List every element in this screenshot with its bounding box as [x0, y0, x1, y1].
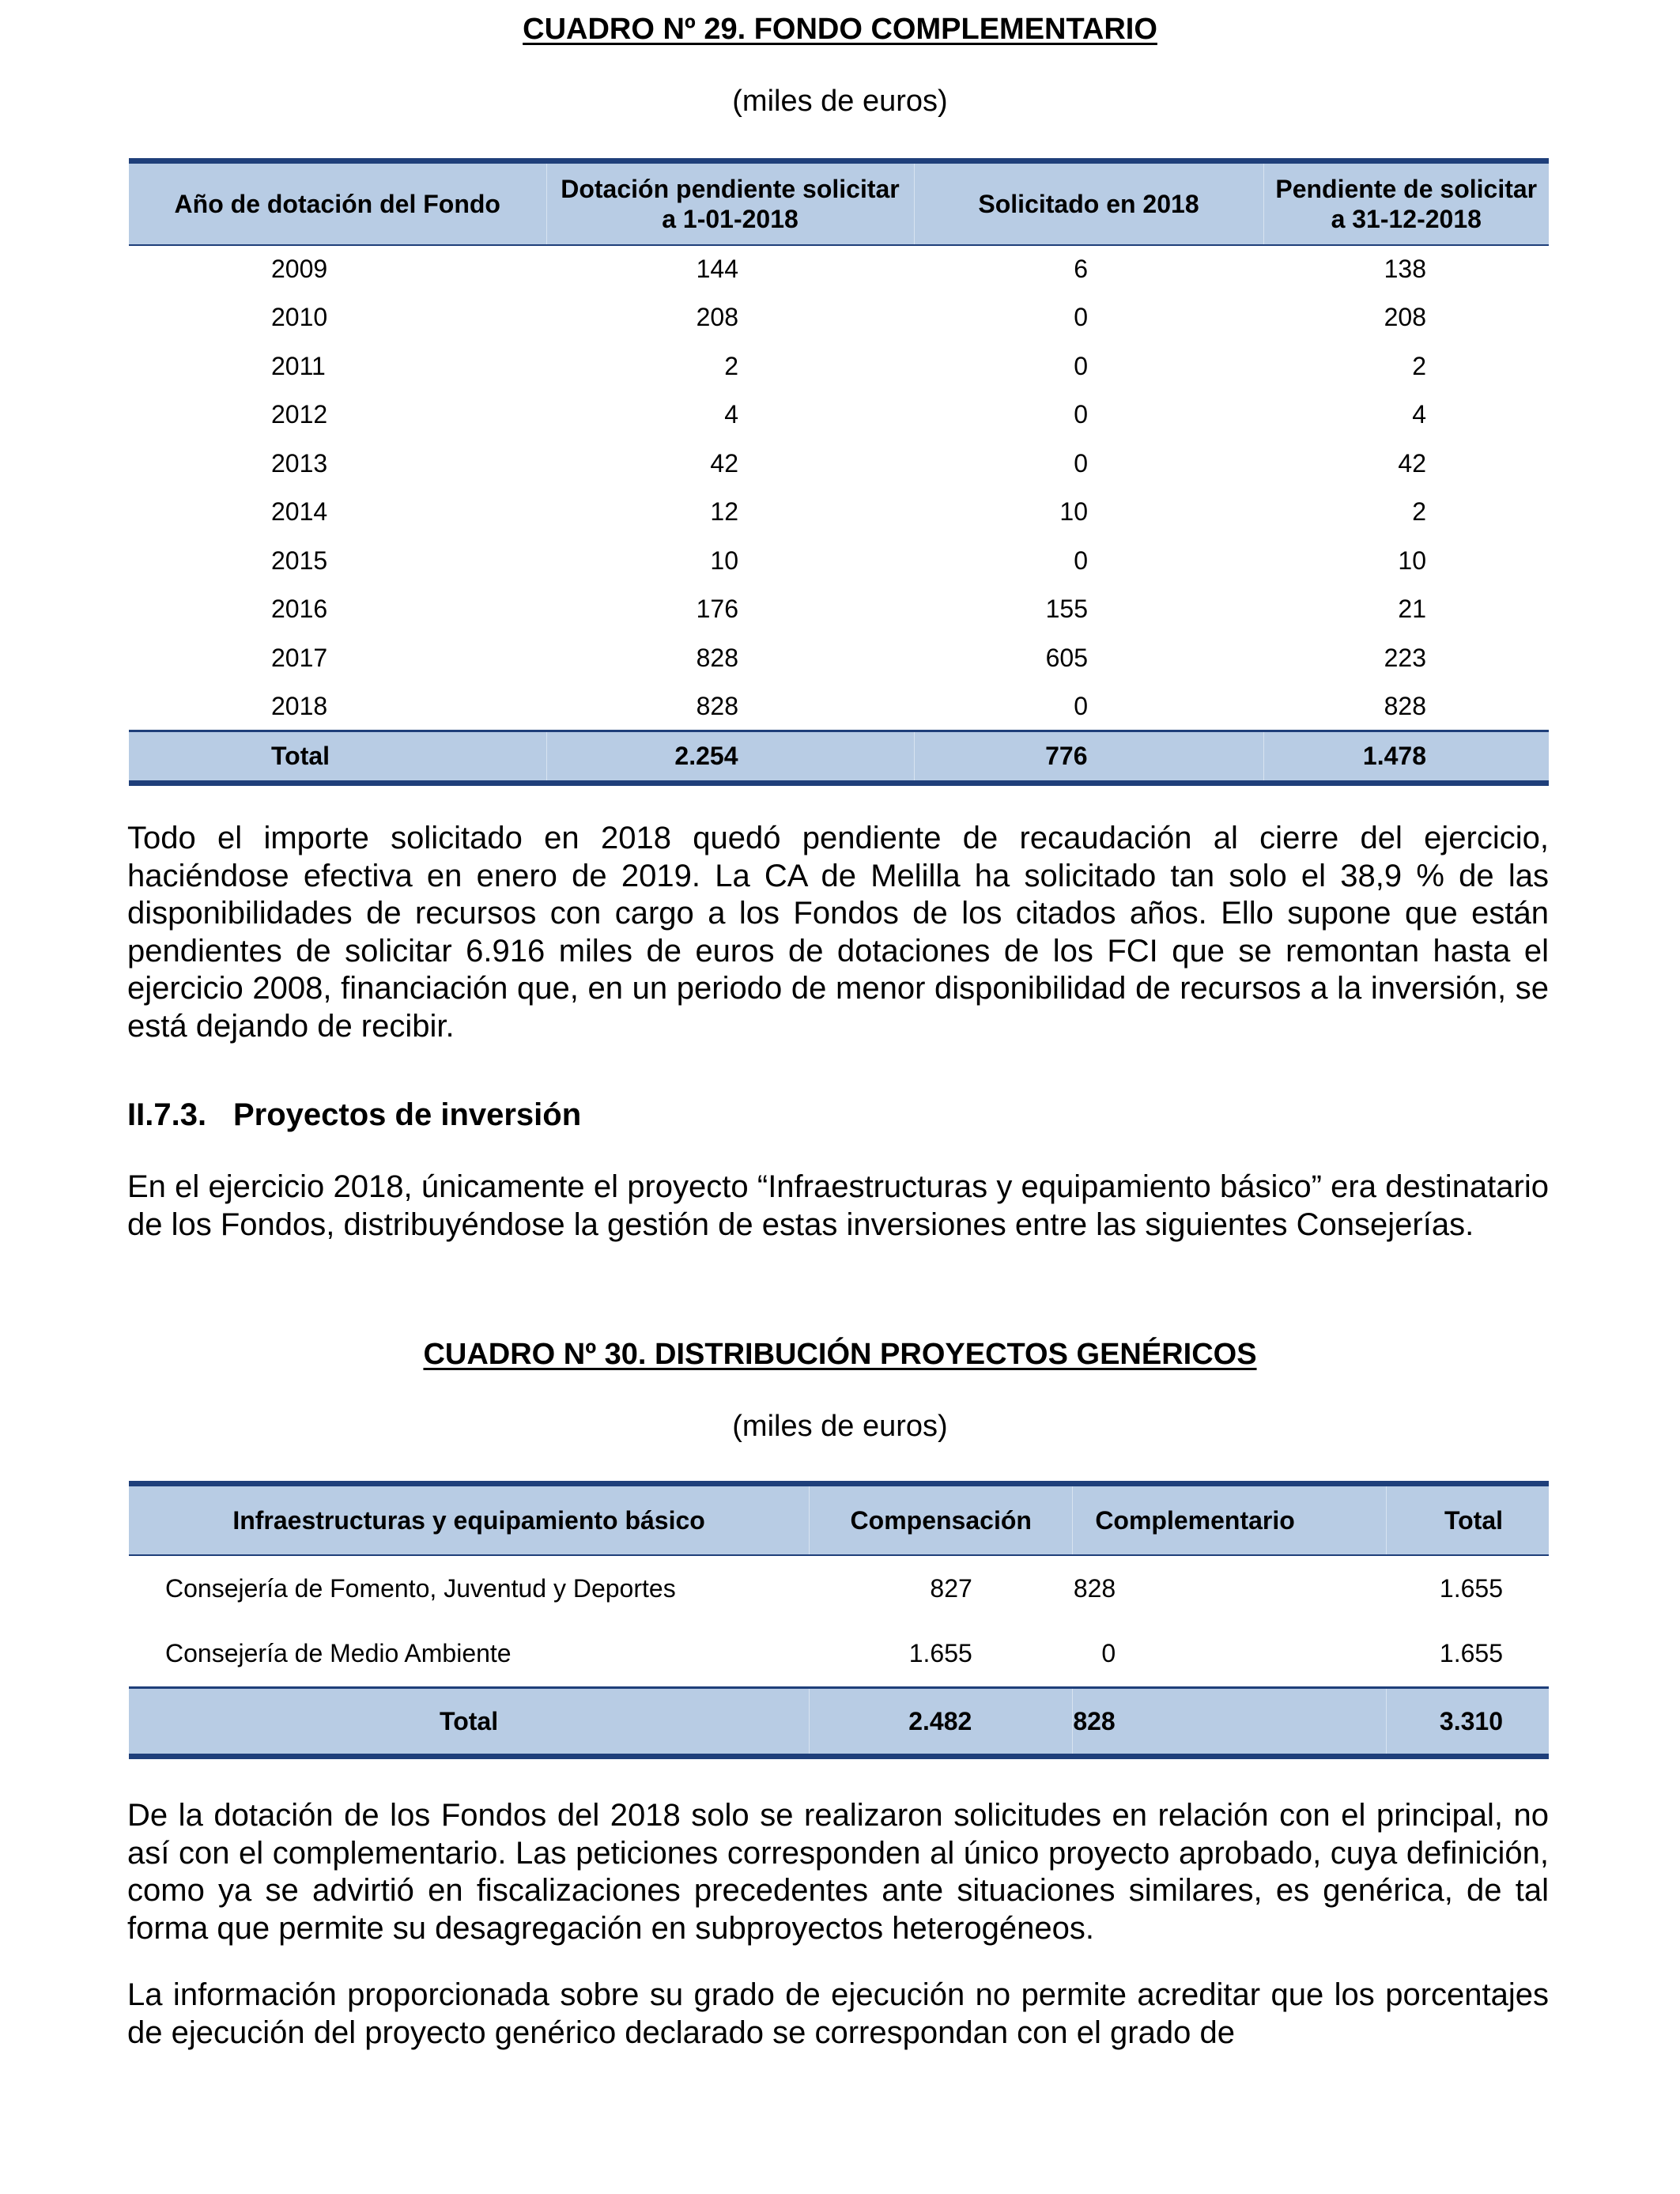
value-cell: 208	[1384, 303, 1426, 332]
value-cell: 2	[1412, 351, 1426, 380]
value-cell: 0	[1074, 691, 1088, 720]
cuadro-29-units: (miles de euros)	[732, 85, 948, 118]
year-cell: 2015	[271, 546, 328, 575]
total-label: Total	[129, 731, 546, 784]
value-cell: 0	[1074, 400, 1088, 429]
value-cell: 828	[1384, 691, 1426, 720]
paragraph-1: Todo el importe solicitado en 2018 quedó pendiente de recaudación al cierre del ejercicio, haciéndose efectiva en enero de 2019. La CA de Melilla ha solicitado tan solo el 38,9 % de las disponibilidades de recursos con cargo a los Fondos de los citados años. Ello supone que están pendientes de solicitar 6.916 miles de euros de dotaciones de los FCI que se remontan hasta el ejercicio 2008, financiación que, en un periodo de menor disponibilidad de recursos a la inversión, se está dejando de recibir.	[127, 821, 1549, 1044]
total-label: Total	[129, 1688, 810, 1757]
value-cell: 827	[930, 1573, 972, 1603]
value-cell: 144	[696, 255, 738, 284]
total-value: 2.254	[546, 731, 914, 784]
total-value: 1.478	[1263, 731, 1549, 784]
value-cell: 828	[696, 691, 738, 720]
year-cell: 2012	[271, 400, 328, 429]
value-cell: 223	[1384, 643, 1426, 672]
value-cell: 42	[1398, 448, 1426, 478]
value-cell: 138	[1384, 255, 1426, 284]
total-row	[129, 1688, 1549, 1757]
value-cell: 208	[696, 303, 738, 332]
value-cell: 42	[710, 448, 738, 478]
column-header: Año de dotación del Fondo	[129, 161, 546, 245]
table-row	[129, 391, 1549, 440]
consejeria-cell: Consejería de Fomento, Juventud y Deportes	[165, 1573, 676, 1603]
table-row	[129, 682, 1549, 731]
section-number: II.7.3.	[127, 1097, 207, 1132]
value-cell: 828	[1073, 1573, 1116, 1603]
cuadro-30-table	[129, 1481, 1549, 1759]
value-cell: 0	[1074, 546, 1088, 575]
total-value: 2.482	[810, 1688, 1073, 1757]
value-cell: 155	[1045, 595, 1088, 624]
total-value: 3.310	[1386, 1688, 1549, 1757]
value-cell: 605	[1045, 643, 1088, 672]
year-cell: 2011	[271, 351, 326, 380]
paragraph-2: En el ejercicio 2018, únicamente el proyecto “Infraestructuras y equipamiento básico” era destinatario de los Fondos, distribuyéndose la gestión de estas inversiones entre las siguientes Consejerías.	[127, 1169, 1549, 1242]
year-cell: 2016	[271, 595, 328, 624]
cuadro-29-table	[129, 158, 1549, 786]
table-row	[129, 293, 1549, 342]
cuadro-30-units: (miles de euros)	[732, 1410, 948, 1443]
value-cell: 21	[1398, 595, 1426, 624]
table-row	[129, 634, 1549, 683]
column-header: Infraestructuras y equipamiento básico	[129, 1484, 810, 1555]
table-row	[129, 440, 1549, 489]
value-cell: 10	[1398, 546, 1426, 575]
value-cell: 4	[1412, 400, 1426, 429]
year-cell: 2014	[271, 497, 328, 527]
column-header: Complementario	[1073, 1484, 1386, 1555]
value-cell: 1.655	[908, 1639, 972, 1668]
value-cell: 10	[710, 546, 738, 575]
table-row	[129, 585, 1549, 634]
value-cell: 176	[696, 595, 738, 624]
value-cell: 0	[1074, 448, 1088, 478]
value-cell: 12	[710, 497, 738, 527]
value-cell: 828	[696, 643, 738, 672]
section-title: Proyectos de inversión	[233, 1097, 582, 1132]
table-row	[129, 245, 1549, 294]
value-cell: 2	[724, 351, 738, 380]
year-cell: 2018	[271, 691, 328, 720]
paragraph-4: La información proporcionada sobre su grado de ejecución no permite acreditar que los porcentajes de ejecución del proyecto genérico declarado se correspondan con el grado de	[127, 1977, 1549, 2050]
year-cell: 2013	[271, 448, 328, 478]
cuadro-30-title: CUADRO Nº 30. DISTRIBUCIÓN PROYECTOS GENÉRICOS	[423, 1338, 1257, 1371]
paragraph-3: De la dotación de los Fondos del 2018 solo se realizaron solicitudes en relación con el principal, no así con el complementario. Las peticiones corresponden al único proyecto aprobado, cuya definición, como ya se advirtió en fiscalizaciones precedentes ante situaciones similares, es genérica, de tal forma que permite su desagregación en subproyectos heterogéneos.	[127, 1798, 1549, 1946]
column-header: Solicitado en 2018	[914, 161, 1263, 245]
column-header: Compensación	[810, 1484, 1073, 1555]
year-cell: 2010	[271, 303, 328, 332]
cuadro-29-title: CUADRO Nº 29. FONDO COMPLEMENTARIO	[523, 13, 1157, 46]
year-cell: 2009	[271, 255, 328, 284]
value-cell: 0	[1074, 351, 1088, 380]
total-value: 776	[914, 731, 1263, 784]
table-header-row	[129, 161, 1549, 245]
value-cell: 6	[1074, 255, 1088, 284]
value-cell: 4	[724, 400, 738, 429]
table-row	[129, 488, 1549, 537]
table-row	[129, 1555, 1549, 1622]
value-cell: 2	[1412, 497, 1426, 527]
value-cell: 1.655	[1439, 1573, 1503, 1603]
total-value: 828	[1073, 1688, 1386, 1757]
consejeria-cell: Consejería de Medio Ambiente	[165, 1639, 512, 1668]
total-row	[129, 731, 1549, 784]
section-heading	[127, 1097, 581, 1133]
value-cell: 0	[1101, 1639, 1116, 1668]
column-header: Dotación pendiente solicitar a 1-01-2018	[546, 161, 914, 245]
value-cell: 1.655	[1439, 1639, 1503, 1668]
table-row	[129, 1622, 1549, 1688]
table-row	[129, 342, 1549, 391]
column-header: Pendiente de solicitar a 31-12-2018	[1263, 161, 1549, 245]
value-cell: 10	[1059, 497, 1088, 527]
year-cell: 2017	[271, 643, 328, 672]
column-header: Total	[1386, 1484, 1549, 1555]
table-header-row	[129, 1484, 1549, 1555]
value-cell: 0	[1074, 303, 1088, 332]
table-row	[129, 537, 1549, 586]
